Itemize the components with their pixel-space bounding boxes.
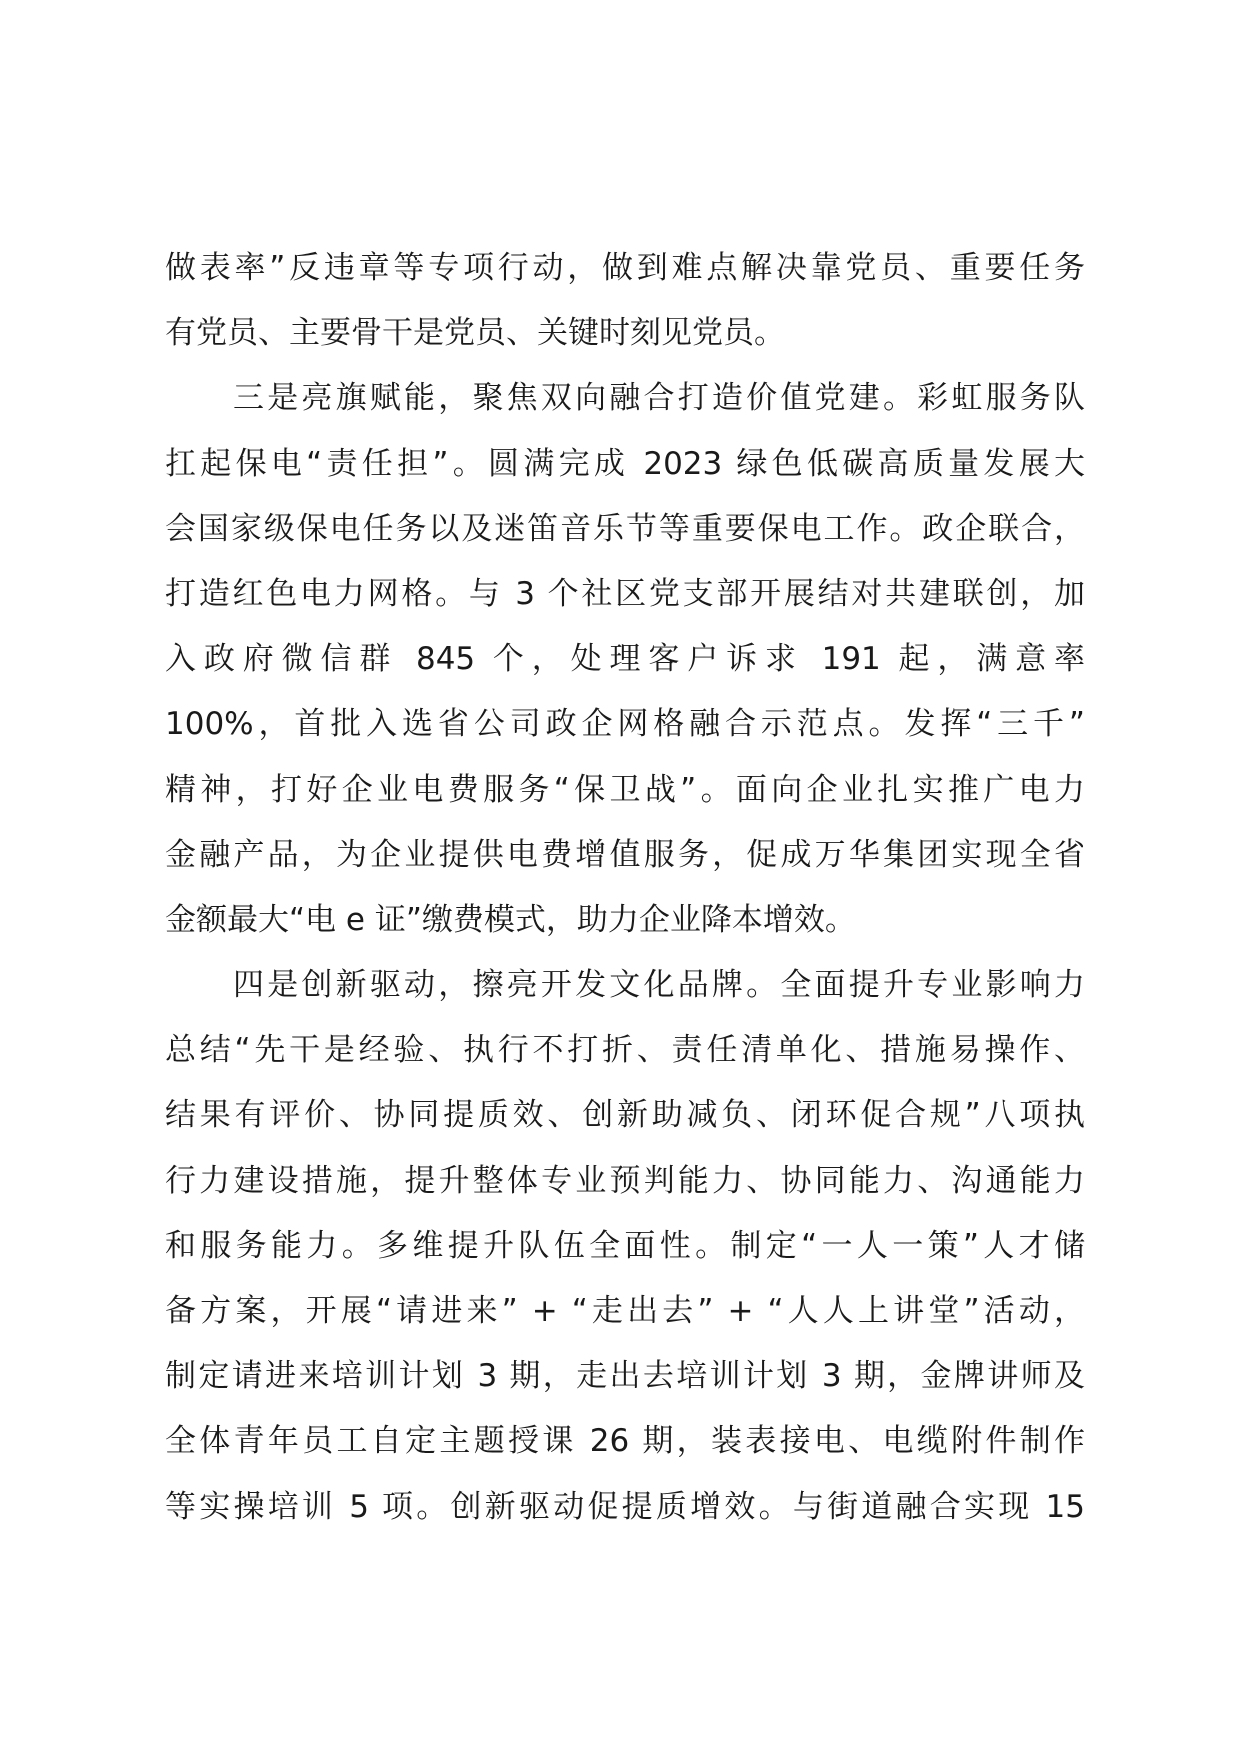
paragraph-1 xyxy=(165,236,1085,366)
text-line: 打造红色电力网格。与 3 个社区党支部开展结对共建联创，加 xyxy=(165,575,1085,612)
text-line: 全体青年员工自定主题授课 26 期，装表接电、电缆附件制作 xyxy=(165,1423,1085,1460)
text-line: 和服务能力。多维提升队伍全面性。制定“一人一策”人才储 xyxy=(165,1227,1085,1264)
text-line: 制定请进来培训计划 3 期，走出去培训计划 3 期，金牌讲师及 xyxy=(165,1358,1085,1395)
text-line: 做表率”反违章等专项行动，做到难点解决靠党员、重要任务 xyxy=(165,250,1085,286)
text-line: 精神，打好企业电费服务“保卫战”。面向企业扎实推广电力 xyxy=(165,771,1085,808)
text-line: 三是亮旗赋能，聚焦双向融合打造价值党建。彩虹服务队 xyxy=(233,380,1085,417)
text-line: 四是创新驱动，擦亮开发文化品牌。全面提升专业影响力 xyxy=(233,967,1085,1004)
text-line: 备方案，开展“请进来” + “走出去” + “人人上讲堂”活动， xyxy=(165,1293,1085,1329)
text-line: 100%，首批入选省公司政企网格融合示范点。发挥“三千” xyxy=(165,706,1085,743)
text-line: 等实操培训 5 项。创新驱动促提质增效。与街道融合实现 15 xyxy=(165,1488,1085,1525)
text-line: 有党员、主要骨干是党员、关键时刻见党员。 xyxy=(165,315,785,352)
paragraph-3 xyxy=(165,953,1085,1540)
document-body xyxy=(165,236,1085,1540)
text-line: 金额最大“电 e 证”缴费模式，助力企业降本增效。 xyxy=(165,901,856,938)
text-line: 会国家级保电任务以及迷笛音乐节等重要保电工作。政企联合， xyxy=(165,510,1085,547)
text-line: 扛起保电“责任担”。圆满完成 2023 绿色低碳高质量发展大 xyxy=(165,445,1085,482)
text-line: 入政府微信群 845 个，处理客户诉求 191 起，满意率 xyxy=(165,641,1085,678)
text-line: 行力建设措施，提升整体专业预判能力、协同能力、沟通能力 xyxy=(165,1162,1085,1199)
text-line: 结果有评价、协同提质效、创新助减负、闭环促合规”八项执 xyxy=(165,1097,1085,1134)
text-line: 金融产品，为企业提供电费增值服务，促成万华集团实现全省 xyxy=(165,836,1085,873)
text-line: 总结“先干是经验、执行不打折、责任清单化、措施易操作、 xyxy=(165,1032,1085,1069)
paragraph-2 xyxy=(165,366,1085,953)
